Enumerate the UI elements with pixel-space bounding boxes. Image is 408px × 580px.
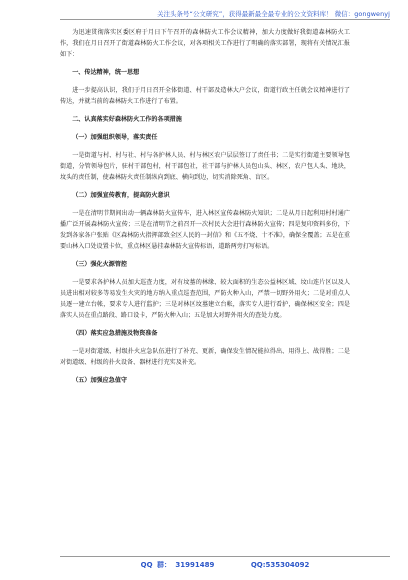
subsection-1-title: （一）加强组织领导，落实责任 — [72, 134, 158, 141]
subsection-5-title: （五）加强应急值守 — [72, 377, 128, 384]
section-1-paragraph: 进一步提高认识，我们于月日召开全体街道、村干部及造林大户会议，街道行政主任就会议精神进行了传达，并就当前的森林防火工作进行了布置。 — [60, 87, 350, 105]
subsection-4-paragraph: 一是对街道级、村级扑火应急队伍进行了补充、更新，确保发生情况能拉得出、用得上、战得胜；二是对街道级、村级的扑火设备、器材进行充实及补充。 — [60, 348, 350, 366]
header-divider — [60, 19, 390, 20]
section-1-title: 一、传达精神，统一思想 — [72, 69, 140, 76]
subsection-4-title: （四）落实应急措施及物资准备 — [72, 330, 158, 337]
intro-paragraph: 为迅速贯彻落实区委区府于月日下午召开的森林防火工作会议精神，加大力度做好我街道森林防火工作，我们在月日召开了街道森林防火工作会议，对各项相关工作进行了明确的落实部署，现将有关情况汇报如下： — [60, 29, 350, 58]
header-note: 关注头条号“公文研究”，获得最新最全最专业的公文资料库！ 微信：gongwenyj — [157, 10, 390, 18]
footer — [60, 560, 390, 570]
section-2-title: 二、认真落实好森林防火工作的各项措施 — [72, 116, 182, 123]
subsection-1-paragraph: 一是街道与村、村与社、村与各护林人员、村与林区农户层层签订了责任书；二是实行街道主要领导包街道，分管领导包片，驻村干部包村，村干部包社，社干部与护林人员包山头、林区，农户包人头、地块，坟头的责任制，使森林防火责任制纵向到底、横向到边，切实消除死角、盲区。 — [60, 152, 350, 181]
subsection-2-paragraph: 一是在清明节期间出动一辆森林防火宣传车，进入林区宣传森林防火知识；二是从月日起利用村村通广播广泛开展森林防火宣传；三是在清明节之前召开一次村民大会进行森林防火宣传；四是复印资料多份，下发到各家各户张贴《区森林防火指挥部致全区人民的一封信》和《五不烧、十不准》，确保全覆盖；五是在重要山林入口处设置卡位，重点林区悬挂森林防火宣传标语，道路两旁打写标语。 — [60, 210, 350, 250]
document-body — [60, 27, 350, 386]
subsection-3-paragraph: 一是要求各护林人员加大巡查力度，对有坟墓的林缘、较大面积的生态公益林区域、坟山连片区以及人员进出相对较多等易发生火灾的地方纳入重点巡查范围，严防火种入山，严禁一切野外用火；二是对重点人员逐一建立台帐，要求专人进行监护；三是对林区坟墓建立台帐，落实专人进行看护，确保林区安全；四是落实人员在重点路段、路口设卡，严防火种入山；五是加大对野外用火的查处力度。 — [60, 279, 350, 319]
subsection-2-title: （二）加强宣传教育，提高防火意识 — [72, 192, 170, 199]
footer-divider — [60, 556, 390, 557]
footer-qq-group: QQ 群： 31991489 — [140, 561, 215, 569]
footer-qq: QQ:535304092 — [250, 561, 310, 569]
subsection-3-title: （三）强化火源管控 — [72, 261, 128, 268]
